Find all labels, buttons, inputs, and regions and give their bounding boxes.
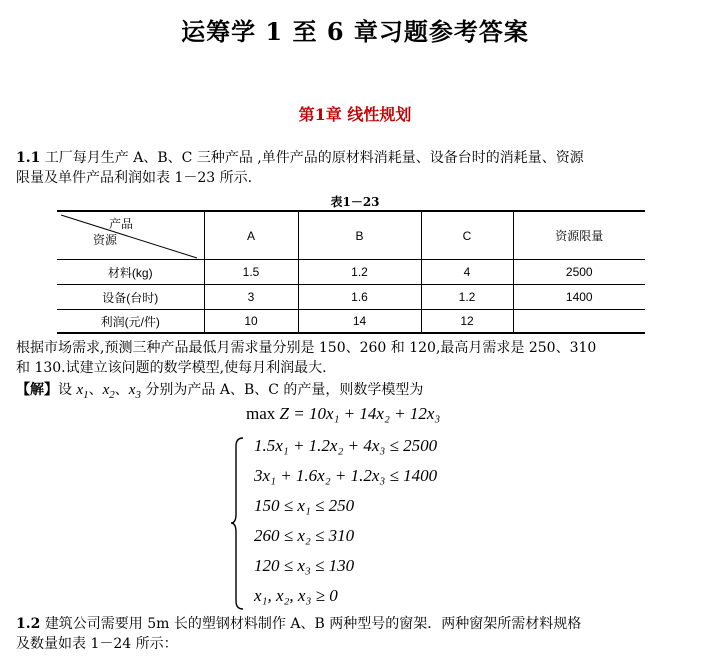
var-x2: $x_2$ (102, 382, 115, 401)
diagonal-header-cell (57, 211, 204, 260)
constraint: 260 ≤ x₂ ≤ 310 (254, 526, 355, 545)
solution-intro-b: 分别为产品 A、B、C 的产量，则数学模型为 (140, 382, 424, 398)
table-caption: 表1－23 (330, 195, 380, 209)
objective-rhs: = 10x₁ + 14x₂ + 12x₃ (293, 404, 441, 423)
column-header: A (204, 211, 298, 260)
var-x3: $x_3$ (128, 382, 141, 401)
left-brace (229, 436, 247, 611)
row-label: 利润(元/件) (57, 310, 204, 334)
table-cell: 10 (204, 310, 298, 334)
column-header: B (298, 211, 421, 260)
column-header: C (421, 211, 513, 260)
table-cell: 12 (421, 310, 513, 334)
table-cell: 4 (421, 260, 513, 285)
corner-label-resource: 资源 (93, 233, 118, 247)
table-row (57, 260, 645, 285)
table-header-row (57, 211, 645, 260)
corner-label-product: 产品 (109, 217, 134, 231)
separator: 、 (114, 382, 129, 398)
solution-intro-a: 设 (58, 382, 77, 398)
constraint: 120 ≤ x₃ ≤ 130 (254, 556, 355, 575)
problem-number: 1.2 (16, 616, 41, 632)
objective-function (246, 404, 440, 424)
constraint: 1.5x₁ + 1.2x₂ + 4x₃ ≤ 2500 (254, 436, 438, 455)
table-cell: 1.2 (298, 260, 421, 285)
problem-text: 工厂每月生产 A、B、C 三种产品 ,单件产品的原材料消耗量、设备台时的消耗量、资源 (44, 150, 584, 166)
constraint: x₁, x₂, x₃ ≥ 0 (254, 586, 338, 605)
var-x1: $x_1$ (76, 382, 89, 401)
table-row (57, 285, 645, 310)
constraint: 3x₁ + 1.6x₂ + 1.2x₃ ≤ 1400 (254, 466, 438, 485)
table-cell: 1400 (513, 285, 645, 310)
problem-1-1-line4: 和 130.试建立该问题的数学模型,使每月利润最大. (16, 360, 327, 376)
constraint: 150 ≤ x₁ ≤ 250 (254, 496, 355, 515)
solution-intro (16, 380, 423, 405)
separator: 、 (88, 382, 103, 398)
column-header: 资源限量 (513, 211, 645, 260)
chapter-heading: 第1章 线性规划 (298, 105, 412, 124)
objective-prefix: max (246, 404, 276, 423)
resource-table (57, 210, 645, 334)
table-cell: 14 (298, 310, 421, 334)
problem-text: 建筑公司需要用 5m 长的塑钢材料制作 A、B 两种型号的窗架．两种窗架所需材料规格 (44, 616, 582, 632)
table-cell (513, 310, 645, 334)
problem-1-2-line2: 及数量如表 1－24 所示： (16, 636, 178, 652)
problem-1-1-line3: 根据市场需求,预测三种产品最低月需求量分别是 150、260 和 120,最高月需求是 250、310 (16, 340, 597, 356)
row-label: 材料(kg) (57, 260, 204, 285)
problem-1-2-line1 (16, 614, 581, 634)
document-title: 运筹学 1 至 6 章习题参考答案 (181, 17, 529, 46)
problem-number: 1.1 (16, 150, 41, 166)
table-cell: 1.6 (298, 285, 421, 310)
problem-1-1-line2: 限量及单件产品利润如表 1－23 所示. (16, 170, 253, 186)
table-row (57, 310, 645, 334)
solution-label: 【解】 (16, 382, 58, 398)
table-cell: 3 (204, 285, 298, 310)
objective-lhs: Z (279, 404, 289, 423)
table-cell: 1.2 (421, 285, 513, 310)
problem-1-1-line1 (16, 148, 584, 168)
table-cell: 2500 (513, 260, 645, 285)
table-cell: 1.5 (204, 260, 298, 285)
row-label: 设备(台时) (57, 285, 204, 310)
